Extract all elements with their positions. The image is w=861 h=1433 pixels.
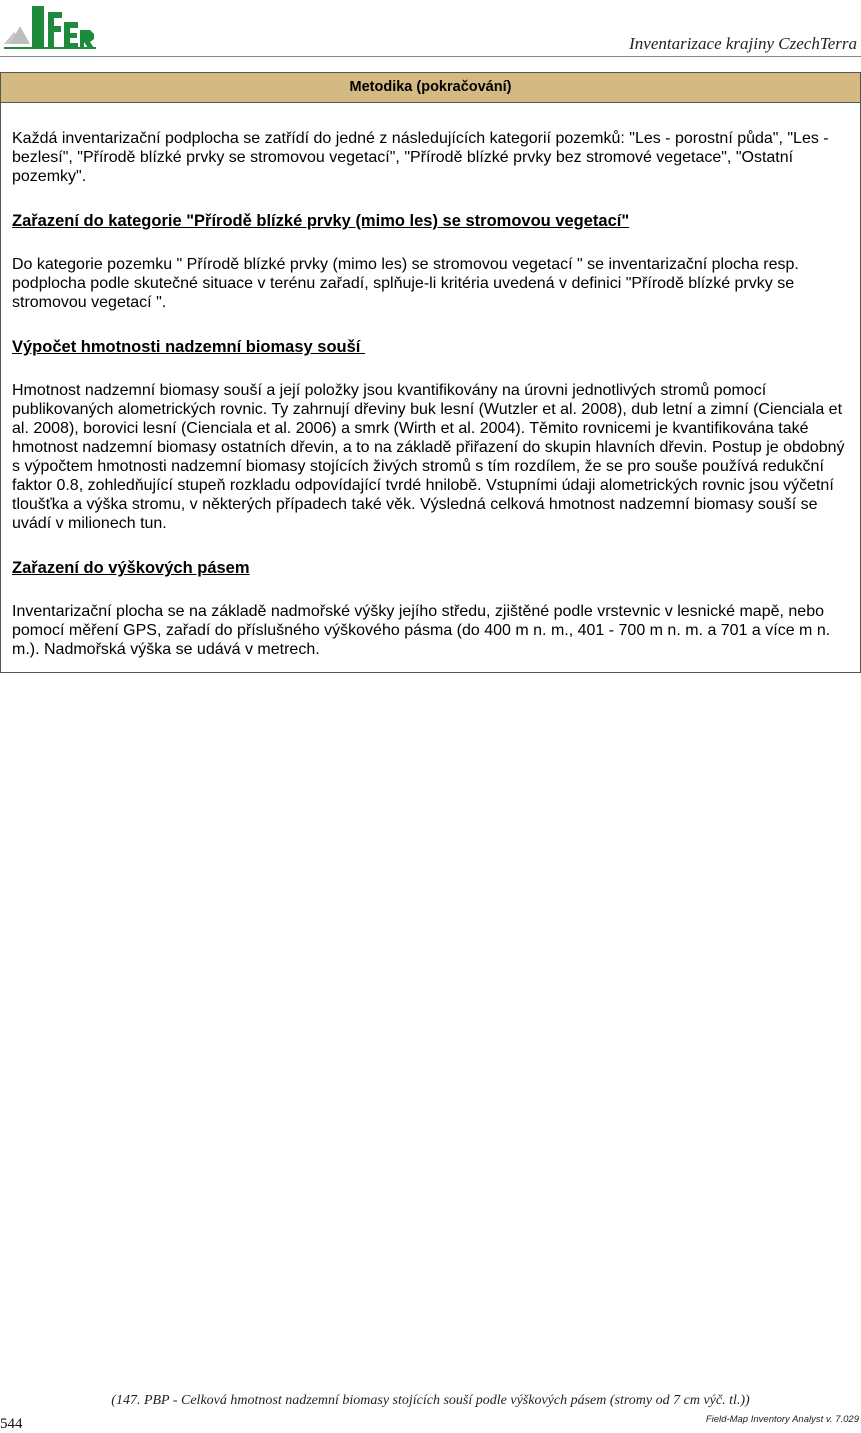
ifer-logo [4,2,96,52]
paragraph-biomass: Hmotnost nadzemní biomasy souší a její položky jsou kvantifikovány na úrovni jednotlivých stromů pomocí publikovaných alometrických rovnic. Ty zahrnují dřeviny buk lesní (Wutzler et al. 2008), dub letní a zimní (Cienciala et al. 2008), borovici lesní (Cienciala et al. 2006) a smrk (Wirth et al. 2004). Těmito rovnicemi je kvantifikována také hmotnost nadzemní biomasy ostatních dřevin, a to na základě přiřazení do skupin hlavních dřevin. Postup je obdobný s výpočtem hmotnosti nadzemní biomasy stojících živých stromů s tím rozdílem, že se pro souše používá redukční faktor 0.8, zohledňující stupeň rozkladu odpovídající tvrdé hnilobě. Vstupními údaji alometrických rovnic jsou výčetní tloušťka a výška stromu, v některých případech také věk. Výsledná celková hmotnost nadzemní biomasy souší se uvádí v milionech tun. [12,382,845,532]
table-caption: (147. PBP - Celková hmotnost nadzemní biomasy stojících souší podle výškových pásem (stromy od 7 cm výč. tl.)) [111,1393,750,1408]
subheading-category: Zařazení do kategorie "Přírodě blízké prvky (mimo les) se stromovou vegetací" [12,212,630,230]
paragraph-category: Do kategorie pozemku " Přírodě blízké prvky (mimo les) se stromovou vegetací " se inventarizační plocha resp. podplocha podle skutečné situace v terénu zařadí, splňuje-li kritéria uvedená v definici "Přírodě blízké prvky se stromovou vegetací ". [12,256,799,311]
methodology-panel [0,72,861,673]
document-title: Inventarizace krajiny CzechTerra [629,34,857,53]
paragraph-altitude: Inventarizační plocha se na základě nadmořské výšky jejího středu, zjištěné podle vrstevnic v lesnické mapě, nebo pomocí měření GPS, zařadí do příslušného výškového pásma (do 400 m n. m., 401 - 700 m n. m. a 701 a více m n. m.). Nadmořská výška se udává v metrech. [12,603,831,658]
software-version: Field-Map Inventory Analyst v. 7.029 [705,1414,859,1425]
section-body [1,103,860,659]
subheading-biomass: Výpočet hmotnosti nadzemní biomasy souší [12,338,365,356]
header-divider [0,56,861,57]
section-heading: Metodika (pokračování) [1,73,860,103]
subheading-altitude: Zařazení do výškových pásem [12,559,250,577]
page-number: 544 [0,1416,23,1432]
intro-paragraph: Každá inventarizační podplocha se zatřídí do jedné z následujících kategorií pozemků: "Les - porostní půda", "Les - bezlesí", "Přírodě blízké prvky se stromovou vegetací", "Přírodě blízké prvky bez stromové vegetace", "Ostatní pozemky". [12,130,829,185]
